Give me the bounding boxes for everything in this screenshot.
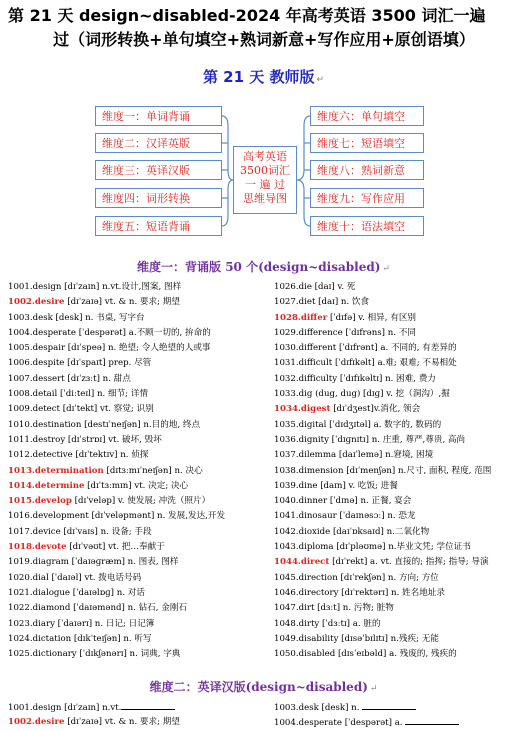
vocab-definition: [dɪˈtɜːmɪn] vt. 决定; 决心: [84, 480, 189, 491]
vocab-text: 1029.difference [ˈdɪfrəns] n. 不同: [274, 327, 416, 338]
vocab-text: 1017.device [dɪˈvaɪs] n. 设备; 手段: [8, 526, 152, 537]
vocab-row: [8, 433, 270, 448]
vocab-row: [274, 479, 524, 494]
section1-column-2: [274, 280, 524, 662]
vocab-row: [8, 715, 270, 730]
vocab-row: [8, 326, 270, 341]
map-center-line-1: 高考英语: [243, 150, 287, 163]
vocab-text: 1005.despair [dɪˈspeə] n. 绝望; 令人绝望的人或事: [8, 343, 211, 354]
vocab-row: [274, 326, 524, 341]
vocab-row: [8, 464, 270, 479]
vocab-row: [8, 700, 270, 715]
vocab-row: [274, 617, 524, 632]
vocab-row: [8, 448, 270, 463]
vocab-text: 1030.different [ˈdɪfrənt] a. 不同的, 有差异的: [274, 343, 457, 354]
vocab-text: 1006.despite [dɪˈspaɪt] prep. 尽管: [8, 358, 152, 369]
vocab-text: 1012.detective [dɪˈtektɪv] n. 侦探: [8, 450, 149, 461]
vocab-row: [8, 402, 270, 417]
map-right-1: 维度六：单句填空: [310, 106, 424, 126]
vocab-headword: 1002.desire: [8, 717, 65, 728]
vocab-row: [8, 601, 270, 616]
map-left-2: 维度二：汉译英版: [95, 133, 222, 153]
vocab-row: [274, 387, 524, 402]
vocab-text: 1031.difficult [ˈdɪfɪkəlt] a.难; 艰难; 不易相处: [274, 358, 457, 369]
map-center-line-4: 思维导图: [243, 192, 287, 205]
vocab-text: 1001.design [dɪˈzaɪn] n.vt.设计,图案, 图样: [8, 282, 182, 292]
vocab-row: [8, 586, 270, 601]
vocab-row: [8, 356, 270, 371]
vocab-text: 1047.dirt [dɜːt] n. 污物; 脏物: [274, 603, 394, 614]
answer-blank: [362, 700, 416, 710]
vocab-text: 1048.dirty [ˈdɜːtɪ] a. 脏的: [274, 618, 381, 629]
vocab-text: 1027.diet [daɪ] n. 饮食: [274, 297, 370, 308]
vocab-row: [274, 280, 524, 295]
map-right-3: 维度八：熟词新意: [310, 160, 424, 180]
section2-column-2: [274, 700, 524, 731]
vocab-definition: [dɪˈveləp] v. 使发展; 冲洗（照片）: [71, 496, 211, 507]
map-right-5: 维度十：语法填空: [310, 216, 424, 236]
vocab-row: [8, 617, 270, 632]
vocab-text: 1009.detect [dɪˈtekt] vt. 察觉; 识别: [8, 404, 154, 415]
vocab-row: [274, 647, 524, 662]
vocab-row: [8, 555, 270, 570]
vocab-row: [8, 479, 270, 494]
map-left-1: 维度一：单词背诵: [95, 106, 222, 126]
vocab-text: 1036.dignity [ˈdɪɡnɪtɪ] n. 庄重, 尊严,尊贵, 高尚: [274, 434, 466, 445]
vocab-text: 1011.destroy [dɪˈstrɒɪ] vt. 破坏, 毁坏: [8, 434, 162, 445]
vocab-row: [8, 647, 270, 662]
vocab-row: [8, 632, 270, 647]
vocab-text: 1025.dictionary [ˈdɪkʃənərɪ] n. 词典, 字典: [8, 649, 181, 660]
vocab-row: [274, 402, 524, 417]
vocab-headword: 1028.differ: [274, 312, 328, 323]
vocab-text: 1001.design [dɪˈzaɪn] n.vt.: [8, 703, 122, 713]
vocab-headword: 1044.direct: [274, 557, 330, 568]
vocab-text: 1041.dinosaur [ˈdaɪnəsɔː] n. 恐龙: [274, 511, 416, 522]
answer-blank: [405, 715, 459, 725]
vocab-definition: [dɪˈvəʊt] vt. 把…奉献于: [66, 542, 165, 553]
vocab-definition: [dɪˈzaɪə] vt. & n. 要求; 期望: [64, 717, 180, 728]
map-center-line-3: 一 遍 过: [245, 178, 285, 191]
vocab-text: 1008.detail [ˈdiːteɪl] n. 细节; 详情: [8, 389, 148, 400]
vocab-text: 1037.dilemma [daɪˈlemə] n.窘境, 困境: [274, 450, 434, 461]
subtitle-text: 第 21 天 教师版: [202, 68, 315, 86]
section2-heading: [0, 678, 527, 695]
vocab-row: [274, 356, 524, 371]
vocab-text: 1043.diploma [dɪˈpləʊmə] n.毕业文凭; 学位证书: [274, 542, 471, 553]
vocab-text: 1021.dialogue [ˈdaɪəlɒɡ] n. 对话: [8, 587, 145, 598]
answer-blank: [121, 700, 175, 710]
vocab-text: 1042.dioxide [daɪˈɒksaɪd] n.二氧化物: [274, 526, 430, 537]
vocab-row: [8, 418, 270, 433]
vocab-row: [8, 341, 270, 356]
vocab-headword: 1013.determination: [8, 465, 104, 476]
vocab-row: [274, 715, 524, 730]
vocab-definition: [dɪˈdʒest]v.消化, 领会: [330, 404, 421, 415]
vocab-row: [8, 494, 270, 509]
map-right-4: 维度九：写作应用: [310, 188, 424, 208]
vocab-definition: [dɪtɜːmɪˈneɪʃən] n. 决心: [103, 465, 203, 476]
vocab-text: 1026.die [daɪ] v. 死: [274, 282, 356, 292]
vocab-row: [274, 311, 524, 326]
vocab-text: 1035.digital [ˈdɪdʒɪtəl] a. 数字的, 数码的: [274, 419, 442, 430]
vocab-row: [274, 464, 524, 479]
vocab-row: [274, 372, 524, 387]
map-center-line-2: 3500词汇: [240, 164, 290, 177]
vocab-row: [274, 540, 524, 555]
vocab-text: 1010.destination [destɪˈneɪʃən] n.目的地, 终点: [8, 419, 201, 430]
title-line-1: 第 21 天 design~disabled-2024 年高考英语 3500 词汇一遍: [8, 6, 486, 25]
vocab-row: [8, 509, 270, 524]
vocab-text: 1033.dig (dug, dug) [dɪɡ] v. 挖（洞沟）,掘: [274, 389, 450, 400]
vocab-definition: [dɪˈrekt] a. vt. 直接的; 指挥; 指导; 导演: [329, 557, 489, 568]
vocab-text: 1003.desk [desk] n.: [274, 703, 363, 713]
paragraph-mark-icon: ↵: [316, 75, 325, 85]
vocab-text: 1046.directory [dɪˈrektərɪ] n. 姓名地址录: [274, 587, 445, 598]
vocab-row: [8, 525, 270, 540]
vocab-row: [274, 601, 524, 616]
vocab-headword: 1002.desire: [8, 297, 65, 308]
vocab-text: 1024.dictation [dɪkˈteɪʃən] n. 听写: [8, 633, 152, 644]
paragraph-mark-icon: ↵: [369, 684, 378, 694]
vocab-headword: 1018.devote: [8, 542, 67, 553]
vocab-row: [8, 387, 270, 402]
vocab-row: [274, 700, 524, 715]
vocab-row: [274, 586, 524, 601]
title-line-2: 过（词形转换+单句填空+熟词新意+写作应用+原创语填）: [53, 30, 475, 49]
vocab-text: 1023.diary [ˈdaɪərɪ] n. 日记; 日记簿: [8, 618, 155, 629]
vocab-row: [274, 525, 524, 540]
vocab-text: 1004.desperate [ˈdespərət] a.不顾一切的, 拚命的: [8, 327, 211, 338]
vocab-row: [274, 509, 524, 524]
vocab-text: 1019.diagram [ˈdaɪəɡræm] n. 图表, 图样: [8, 557, 179, 568]
vocab-text: 1003.desk [desk] n. 书桌, 写字台: [8, 312, 145, 323]
paragraph-mark-icon: ↵: [382, 264, 390, 274]
vocab-row: [274, 341, 524, 356]
vocab-text: 1039.dine [daɪn] v. 吃饭; 进餐: [274, 480, 398, 491]
map-right-2: 维度七：短语填空: [310, 133, 424, 153]
map-left-5: 维度五：短语背诵: [95, 216, 222, 236]
map-left-4: 维度四：词形转换: [95, 188, 222, 208]
vocab-row: [8, 571, 270, 586]
vocab-headword: 1014.determine: [8, 480, 85, 491]
section1-heading-text: 维度一：背诵版 50 个(design~disabled): [137, 260, 381, 274]
vocab-row: [8, 280, 270, 295]
vocab-text: 1050.disabled [dɪsˈeɪbəld] a. 残废的, 残疾的: [274, 649, 457, 660]
vocab-row: [274, 494, 524, 509]
vocab-definition: [dɪˈzaɪə] vt. & n. 要求; 期望: [64, 297, 180, 308]
vocab-row: [274, 448, 524, 463]
section2-heading-text: 维度二：英译汉版(design~disabled): [149, 680, 368, 694]
vocab-text: 1040.dinner [ˈdɪnə] n. 正餐, 宴会: [274, 496, 412, 507]
vocab-definition: [ˈdɪfə] v. 相异, 有区别: [327, 312, 417, 323]
vocab-row: [274, 632, 524, 647]
vocab-text: 1038.dimension [dɪˈmenʃən] n.尺寸, 面积, 程度, 范围: [274, 465, 492, 476]
vocab-headword: 1034.digest: [274, 404, 331, 415]
vocab-row: [8, 540, 270, 555]
vocab-text: 1045.direction [dɪˈrekʃən] n. 方向; 方位: [274, 572, 439, 583]
vocab-text: 1032.difficulty [ˈdɪfɪkəltɪ] n. 困难, 费力: [274, 373, 436, 384]
vocab-row: [274, 555, 524, 570]
section1-column-1: [8, 280, 270, 662]
vocab-text: 1004.desperate [ˈdespərət] a.: [274, 718, 406, 729]
map-left-3: 维度三：英译汉版: [95, 160, 222, 180]
vocab-text: 1020.dial [ˈdaɪəl] vt. 拨电话号码: [8, 572, 142, 583]
vocab-row: [274, 418, 524, 433]
vocab-row: [8, 295, 270, 310]
vocab-text: 1022.diamond [ˈdaɪəmənd] n. 钻石, 金刚石: [8, 603, 188, 614]
vocab-row: [274, 433, 524, 448]
vocab-text: 1049.disability [dɪsəˈbɪlɪtɪ] n.残疾; 无能: [274, 633, 439, 644]
vocab-row: [8, 311, 270, 326]
vocab-text: 1016.development [dɪˈveləpmənt] n. 发展,发达,开发: [8, 511, 226, 522]
vocab-headword: 1015.develop: [8, 496, 72, 507]
vocab-row: [274, 295, 524, 310]
vocab-row: [8, 372, 270, 387]
vocab-text: 1007.dessert [dɪˈzɜːt] n. 甜点: [8, 373, 131, 384]
vocab-row: [274, 571, 524, 586]
section1-heading: [0, 258, 527, 275]
map-center: [233, 146, 297, 214]
section2-column-1: [8, 700, 270, 731]
